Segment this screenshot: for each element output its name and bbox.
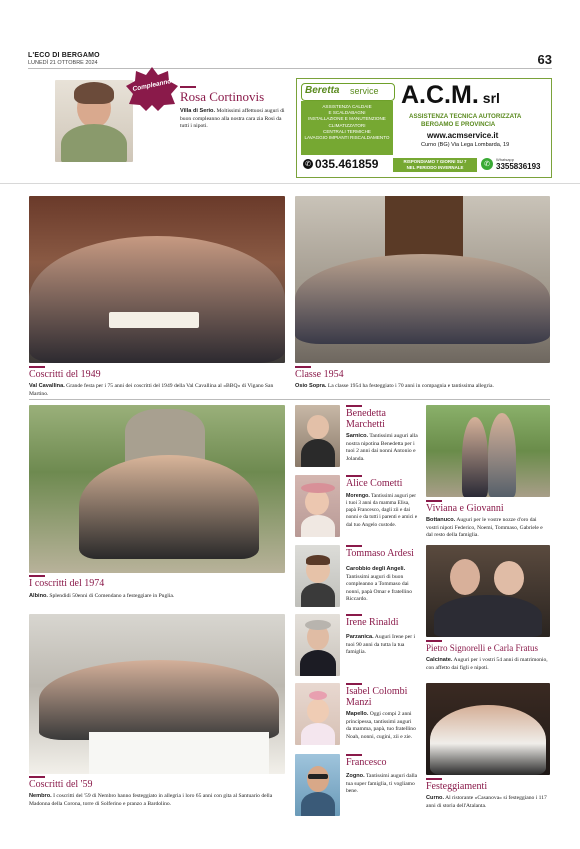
text-1954: Osio Sopra. La classe 1954 ha festeggiato i 70 anni in compagnia e tantissima allegria. xyxy=(295,383,494,389)
bar-pietro xyxy=(426,640,442,642)
photo-irene xyxy=(295,614,340,676)
text-festeggiamenti: Curno. Al ristorante «Casanova» si festeggiano i 117 anni di storia dell'Atalanta. xyxy=(426,795,547,809)
whatsapp-icon: ✆ xyxy=(481,158,493,170)
title-irene: Irene Rinaldi xyxy=(346,617,399,628)
text-alice: Morengo. Tantissimi auguri per i tuoi 3 anni da mamma Elisa, papà Francesco, dagli zii e dai nonni e da tutti i parenti e amici e dal tuo Angelo custode. xyxy=(346,493,418,528)
rosa-bar xyxy=(180,86,196,88)
ad-services: ASSISTENZA CALDAIE E SCALDABAGNI INSTALLAZIONE E MANUTENZIONE CLIMATIZZATORI CENTRALI TERMICHE LAVAGGIO IMPIANTI RISCALDAMENTO xyxy=(301,101,393,155)
company-tagline-2: BERGAMO E PROVINCIA xyxy=(421,121,496,128)
text-59: Nembro. I coscritti del '59 di Nembro hanno festeggiato in allegria i loro 65 anni con gita al Santuario della Madonna della Corona, torre di Solferino e pranzo a Bardolino. xyxy=(29,793,273,807)
rosa-name: Rosa Cortinovis xyxy=(180,89,265,104)
title-benedetta: Benedetta Marchetti xyxy=(346,408,386,430)
text-isabel: Mapello. Oggi compi 2 anni principessa, tantissimi auguri da mamma, papà, tuo fratellino Noah, nonni, cugini, zii e zie. xyxy=(346,711,416,740)
photo-coscritti-1949 xyxy=(29,196,285,363)
photo-coscritti-59 xyxy=(29,614,285,774)
bar-viviana xyxy=(426,500,442,502)
photo-alice xyxy=(295,475,340,537)
photo-tommaso xyxy=(295,545,340,607)
photo-viviana-giovanni xyxy=(426,405,550,497)
photo-coscritti-1974 xyxy=(29,405,285,573)
issue-date: LUNEDÌ 21 OTTOBRE 2024 xyxy=(28,60,98,66)
phone-icon: ✆ xyxy=(303,159,313,169)
row-divider xyxy=(29,399,550,400)
bar-benedetta xyxy=(346,405,362,407)
title-1954: Classe 1954 xyxy=(295,369,344,380)
rosa-text: Villa di Serio. Moltissimi affettuosi auguri di buon compleanno alla nostra cara zia Rosi da tutti i nipoti. xyxy=(180,108,285,130)
bar-festeggiamenti xyxy=(426,778,442,780)
photo-francesco xyxy=(295,754,340,816)
title-pietro: Pietro Signorelli e Carla Fratus xyxy=(426,643,538,653)
bar-alice xyxy=(346,475,362,477)
badge-label: Compleanno xyxy=(132,77,172,94)
compleanno-badge xyxy=(125,65,179,111)
title-festeggiamenti: Festeggiamenti xyxy=(426,781,488,792)
bar-isabel xyxy=(346,683,362,685)
opening-hours: RISPONDIAMO 7 GIORNI SU 7 NEL PERIODO INVERNALE xyxy=(393,158,477,172)
bar-59 xyxy=(29,776,45,778)
text-tommaso: Carobbio degli Angeli. Tantissimi auguri di buon compleanno a Tommaso dai nonni, papà Omar e fratellino Riccardo. xyxy=(346,566,413,603)
company-tagline-1: ASSISTENZA TECNICA AUTORIZZATA xyxy=(409,113,522,120)
text-benedetta: Sarnico. Tantissimi auguri alla nostra nipotina Benedetta per i tuoi 2 anni dai nonni Antonio e Jolanda. xyxy=(346,433,418,462)
text-1974: Albino. Splendidi 50enni di Comendano a festeggiare in Puglia. xyxy=(29,593,175,599)
photo-benedetta xyxy=(295,405,340,467)
bar-1974 xyxy=(29,575,45,577)
title-59: Coscritti del '59 xyxy=(29,779,93,790)
bar-irene xyxy=(346,614,362,616)
whatsapp-label: Whatsapp xyxy=(496,157,515,162)
bar-tommaso xyxy=(346,545,362,547)
photo-pietro-carla xyxy=(426,545,550,637)
title-alice: Alice Cometti xyxy=(346,478,403,489)
photo-festeggiamenti xyxy=(426,683,550,775)
title-1974: I coscritti del 1974 xyxy=(29,578,105,589)
page-number: 63 xyxy=(537,52,552,67)
company-address: Curno (BG) Via Lega Lombarda, 19 xyxy=(421,142,510,148)
company-phone[interactable]: 035.461859 xyxy=(315,157,379,171)
text-pietro: Calcinate. Auguri per i vostri 54 anni di matrimonio, con affetto dai figli e nipoti. xyxy=(426,657,548,671)
company-name: A.C.M. srl xyxy=(401,81,500,109)
beretta-logo: Beretta service xyxy=(301,83,395,101)
newspaper-name: L'ECO DI BERGAMO xyxy=(28,52,100,59)
title-tommaso: Tommaso Ardesi xyxy=(346,548,414,559)
bar-1954 xyxy=(295,366,311,368)
section-divider xyxy=(0,183,580,184)
bar-1949 xyxy=(29,366,45,368)
rosa-photo xyxy=(55,80,133,162)
title-viviana: Viviana e Giovanni xyxy=(426,503,504,514)
text-francesco: Zogno. Tantissimi auguri dalla tua super famiglia, ti vogliamo bene. xyxy=(346,773,418,795)
title-isabel: Isabel Colombi Manzi xyxy=(346,686,408,708)
company-website[interactable]: www.acmservice.it xyxy=(427,131,499,140)
photo-isabel xyxy=(295,683,340,745)
whatsapp-number[interactable]: 3355836193 xyxy=(496,162,541,171)
bar-francesco xyxy=(346,754,362,756)
title-francesco: Francesco xyxy=(346,757,387,768)
acm-advert[interactable] xyxy=(296,78,552,178)
photo-classe-1954 xyxy=(295,196,550,363)
text-1949: Val Cavallina. Grande festa per i 75 anni dei coscritti del 1949 della Val Cavallina al «BBQ» di Vigano San Martino. xyxy=(29,383,274,397)
header-rule xyxy=(28,68,552,69)
text-irene: Parzanica. Auguri Irene per i tuoi 90 anni da tutta la tua famiglia. xyxy=(346,634,416,656)
title-1949: Coscritti del 1949 xyxy=(29,369,101,380)
text-viviana: Bottanuco. Auguri per le vostre nozze d'oro dai vostri nipoti Federico, Noemi, Tommaso, Gabriele e dal resto della famiglia. xyxy=(426,517,543,539)
